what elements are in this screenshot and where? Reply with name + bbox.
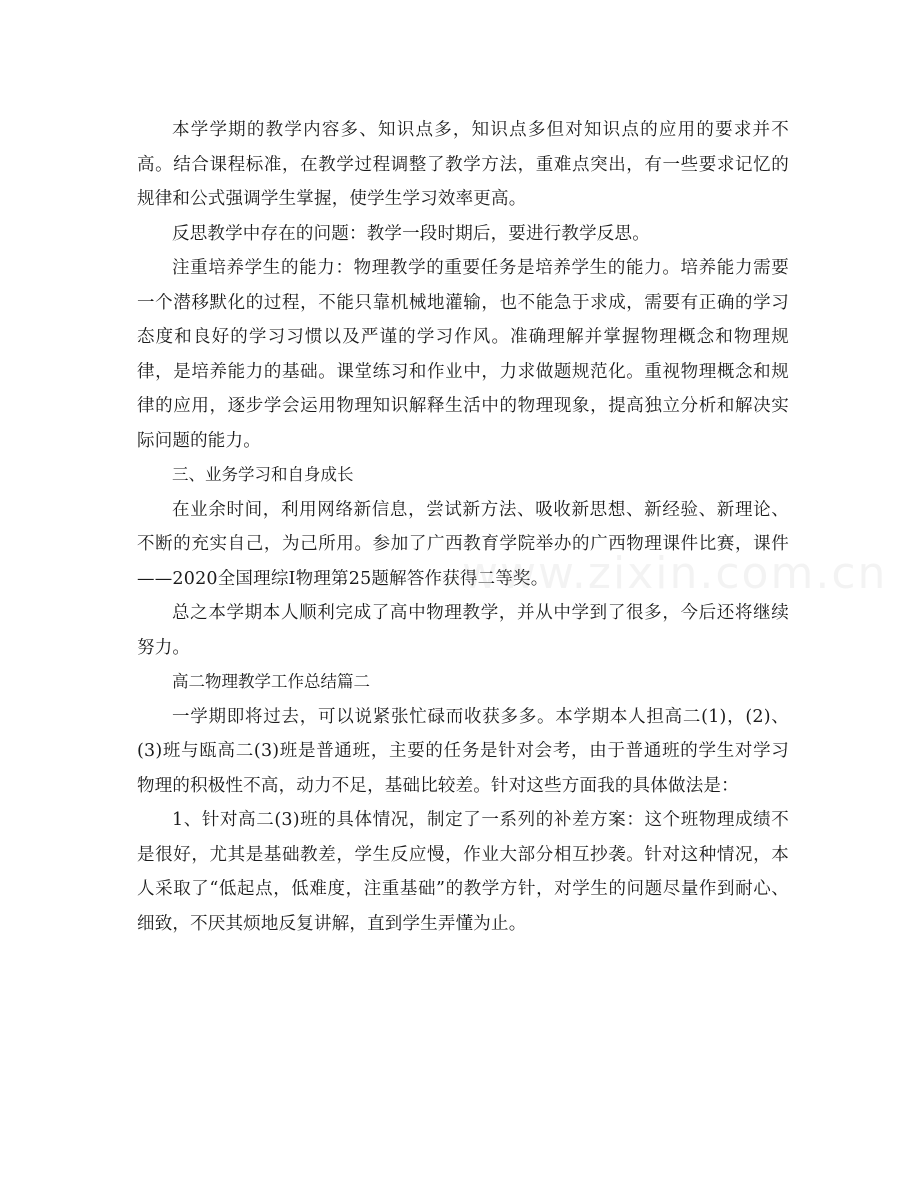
paragraph-reflection: 反思教学中存在的问题：教学一段时期后，要进行教学反思。	[172, 223, 650, 244]
paragraph-conclusion: 总之本学期本人顺利完成了高中物理教学，并从中学到了很多，今后还将继续努力。	[137, 603, 789, 658]
paragraph-spare-time-learning: 在业余时间，利用网络新信息，尝试新方法、吸收新思想、新经验、新理论、不断的充实自己，为己所用。参加了广西教育学院举办的广西物理课件比赛，课件——2020全国理综Ⅰ物理第25题解答作获得二等奖。	[137, 499, 789, 589]
document-body	[137, 113, 789, 941]
section-heading-professional-growth: 三、业务学习和自身成长	[172, 465, 354, 484]
section-heading-part-two: 高二物理教学工作总结篇二	[172, 672, 370, 691]
paragraph-ability-training: 注重培养学生的能力：物理教学的重要任务是培养学生的能力。培养能力需要一个潜移默化的过程，不能只靠机械地灌输，也不能急于求成，需要有正确的学习态度和良好的学习习惯以及严谨的学习作风。准确理解并掌握物理概念和物理规律，是培养能力的基础。课堂练习和作业中，力求做题规范化。重视物理概念和规律的应用，逐步学会运用物理知识解释生活中的物理现象，提高独立分析和解决实际问题的能力。	[137, 258, 789, 451]
paragraph-remedial-plan: 1、针对高二(3)班的具体情况，制定了一系列的补差方案：这个班物理成绩不是很好，尤其是基础教差，学生反应慢，作业大部分相互抄袭。针对这种情况，本人采取了“低起点，低难度，注重基础”的教学方针，对学生的问题尽量作到耐心、细致，不厌其烦地反复讲解，直到学生弄懂为止。	[137, 810, 789, 934]
paragraph-semester-overview: 一学期即将过去，可以说紧张忙碌而收获多多。本学期本人担高二(1)，(2)、(3)班与瓯高二(3)班是普通班，主要的任务是针对会考，由于普通班的学生对学习物理的积极性不高，动力不足，基础比较差。针对这些方面我的具体做法是：	[137, 706, 789, 796]
paragraph-teaching-content: 本学学期的教学内容多、知识点多，知识点多但对知识点的应用的要求并不高。结合课程标准，在教学过程调整了教学方法，重难点突出，有一些要求记忆的规律和公式强调学生掌握，使学生学习效率更高。	[137, 120, 789, 209]
watermark: www.zixin.com.cn	[462, 548, 888, 599]
